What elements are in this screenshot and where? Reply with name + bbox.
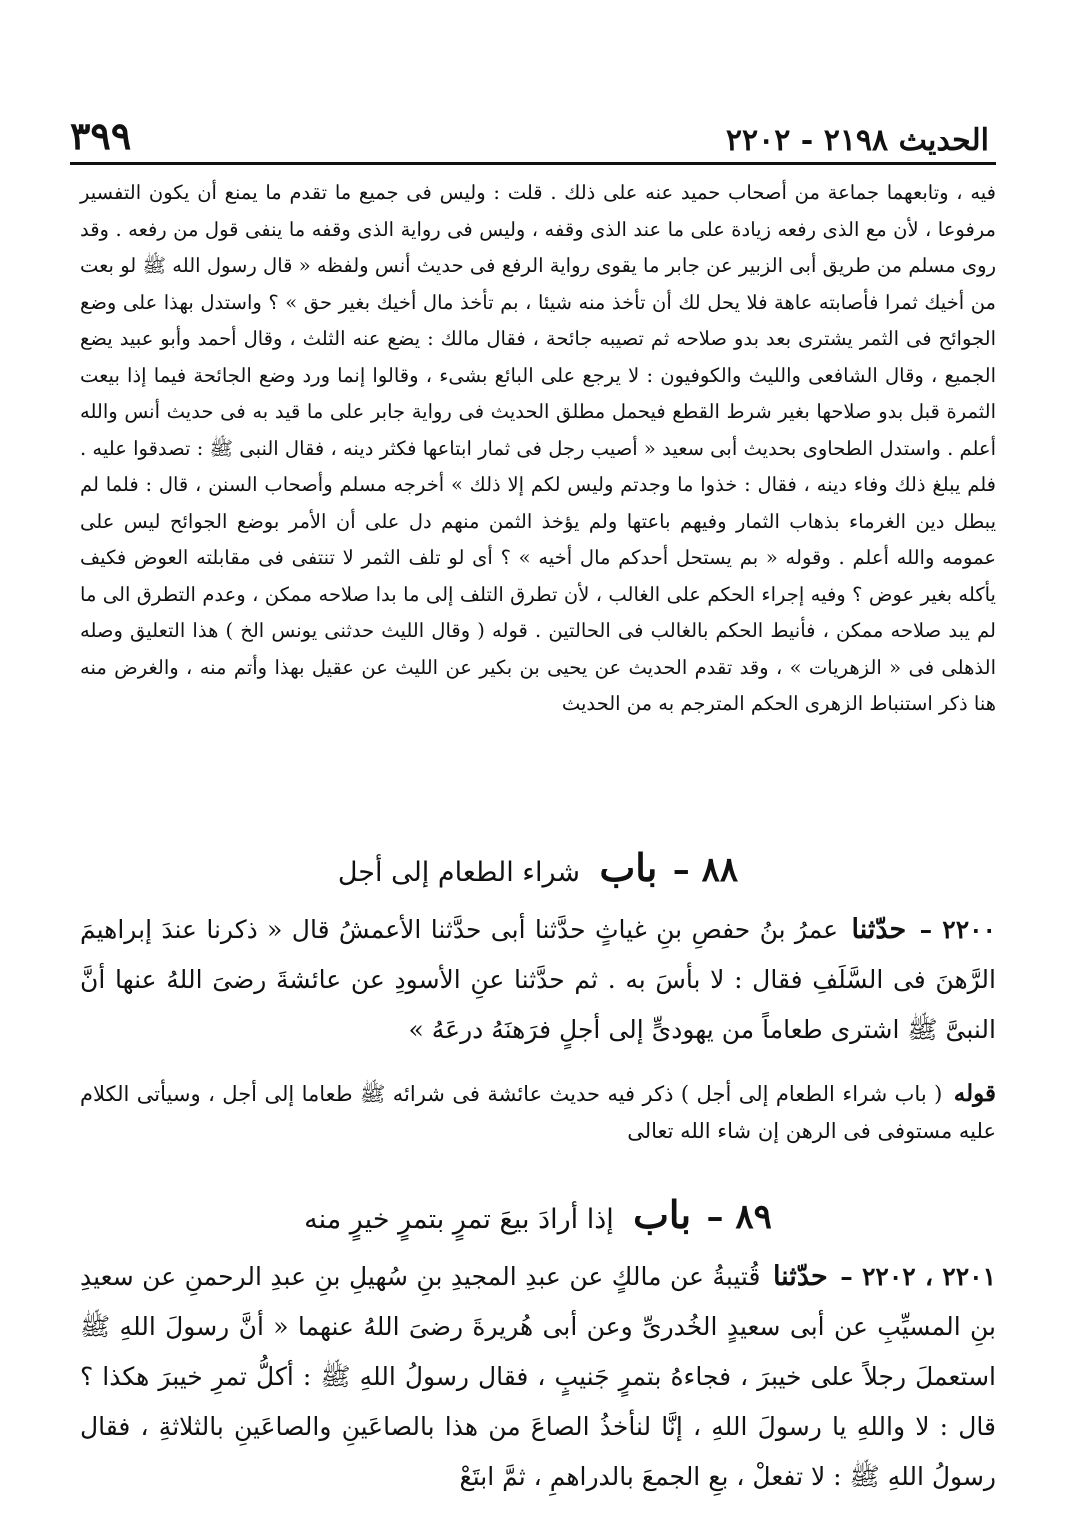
chapter-title: شراء الطعام إلى أجل <box>337 857 581 888</box>
commentary-text: فيه ، وتابعهما جماعة من أصحاب حميد عنه على ذلك . قلت : وليس فى جميع ما تقدم ما يمنع أن يكون التفسير مرفوعا ، لأن مع الذى رفعه زيادة على ما عند الذى وقفه ، وليس فى رواية الذى وقفه ما ينفى قول من رفعه . وقد روى مسلم من طريق أبى الزبير عن جابر ما يقوى رواية الرفع فى حديث أنس ولفظه « قال رسول الله ﷺ لو بعت من أخيك ثمرا فأصابته عاهة فلا يحل لك أن تأخذ منه شيئا ، بم تأخذ مال أخيك بغير حق » ؟ واستدل بهذا على وضع الجوائح فى الثمر يشترى بعد بدو صلاحه ثم تصيبه جائحة ، فقال مالك : يضع عنه الثلث ، وقال أحمد وأبو عبيد يضع الجميع ، وقال الشافعى والليث والكوفيون : لا يرجع على البائع بشىء ، وقالوا إنما ورد وضع الجائحة فيما إذا بيعت الثمرة قبل بدو صلاحها بغير شرط القطع فيحمل مطلق الحديث فى رواية جابر على ما قيد به فى حديث أنس والله أعلم . واستدل الطحاوى بحديث أبى سعيد « أصيب رجل فى ثمار ابتاعها فكثر دينه ، فقال النبى ﷺ : تصدقوا عليه . فلم يبلغ ذلك وفاء دينه ، فقال : خذوا ما وجدتم وليس لكم إلا ذلك » أخرجه مسلم وأصحاب السنن ، قال : فلما لم يبطل دين الغرماء بذهاب الثمار وفيهم باعتها ولم يؤخذ الثمن منهم دل على أن الأمر بوضع الجوائح ليس على عمومه والله أعلم . وقوله « بم يستحل أحدكم مال أخيه » ؟ أى لو تلف الثمر لا تنتفى فى مقابلته العوض فكيف يأكله بغير عوض ؟ وفيه إجراء الحكم على الغالب ، لأن تطرق التلف إلى ما بدا صلاحه ممكن ، وعدم التطرق الى ما لم يبد صلاحه ممكن ، فأنيط الحكم بالغالب فى الحالتين . قوله ( وقال الليث حدثنى يونس الخ ) هذا التعليق وصله الذهلى فى « الزهريات » ، وقد تقدم الحديث عن يحيى بن بكير عن الليث عن عقيل بهذا وأتم منه ، والغرض منه هنا ذكر استنباط الزهرى الحكم المترجم به من الحديث <box>80 181 996 715</box>
gloss-text: ( باب شراء الطعام إلى أجل ) ذكر فيه حديث عائشة فى شرائه ﷺ طعاما إلى أجل ، وسيأتى الكلام عليه مستوفى فى الرهن إن شاء الله تعالى <box>80 1082 996 1143</box>
running-head-title: الحديث ٢١٩٨ - ٢٢٠٢ <box>725 123 989 158</box>
hadith-2201 <box>80 1252 996 1502</box>
hadith-2200 <box>80 905 996 1055</box>
running-head <box>70 108 989 158</box>
hadith-number: ٢٢٠٠ – <box>919 915 996 944</box>
hadith-text: عمرُ بنُ حفصِ بنِ غياثٍ حدَّثنا أبى حدَّثنا الأعمشُ قال « ذكرنا عندَ إبراهيمَ الرَّهنَ فى السَّلَفِ فقال : لا بأسَ به . ثم حدَّثنا عنِ الأسودِ عن عائشةَ رضىَ اللهُ عنها أنَّ النبىَّ ﷺ اشترى طعاماً من يهودىٍّ إلى أجلٍ فرَهنَهُ درعَهُ » <box>80 915 996 1044</box>
chapter-number: ٨٩ – <box>706 1197 772 1237</box>
header-rule <box>70 162 996 165</box>
hadith-number: ٢٢٠١ ، ٢٢٠٢ – <box>840 1262 997 1291</box>
gloss-paragraph <box>80 1075 996 1150</box>
chapter-bab-label: باب <box>633 1192 692 1237</box>
chapter-bab-label: باب <box>599 845 658 890</box>
hadith-text: قُتيبةُ عن مالكٍ عن عبدِ المجيدِ بنِ سُهيلِ بنِ عبدِ الرحمنِ عن سعيدِ بنِ المسيِّبِ عن أبى سعيدٍ الخُدرىِّ وعن أبى هُريرةَ رضىَ اللهُ عنهما « أنَّ رسولَ اللهِ ﷺ استعملَ رجلاً على خيبرَ ، فجاءهُ بتمرٍ جَنيبٍ ، فقال رسولُ اللهِ ﷺ : أكلُّ تمرِ خيبرَ هكذا ؟ قال : لا واللهِ يا رسولَ اللهِ ، إنَّا لنأخذُ الصاعَ من هذا بالصاعَينِ والصاعَينِ بالثلاثةِ ، فقال رسولُ اللهِ ﷺ : لا تفعلْ ، بعِ الجمعَ بالدراهمِ ، ثمَّ ابتَعْ <box>80 1262 996 1491</box>
chapter-heading-89 <box>80 1192 996 1237</box>
qawluhu-label: قوله <box>953 1080 996 1107</box>
haddathana-label: حدّثنا <box>851 914 907 945</box>
hadith-paragraph <box>80 905 996 1055</box>
commentary-block <box>80 175 996 723</box>
page-number: ٣٩٩ <box>70 113 132 158</box>
haddathana-label: حدّثنا <box>772 1261 828 1292</box>
chapter-number: ٨٨ – <box>672 850 739 890</box>
chapter-heading-88 <box>80 845 996 890</box>
chapter-title: إذا أرادَ بيعَ تمرٍ بتمرٍ خيرٍ منه <box>304 1204 614 1235</box>
gloss-2200 <box>80 1075 996 1150</box>
hadith-paragraph <box>80 1252 996 1502</box>
